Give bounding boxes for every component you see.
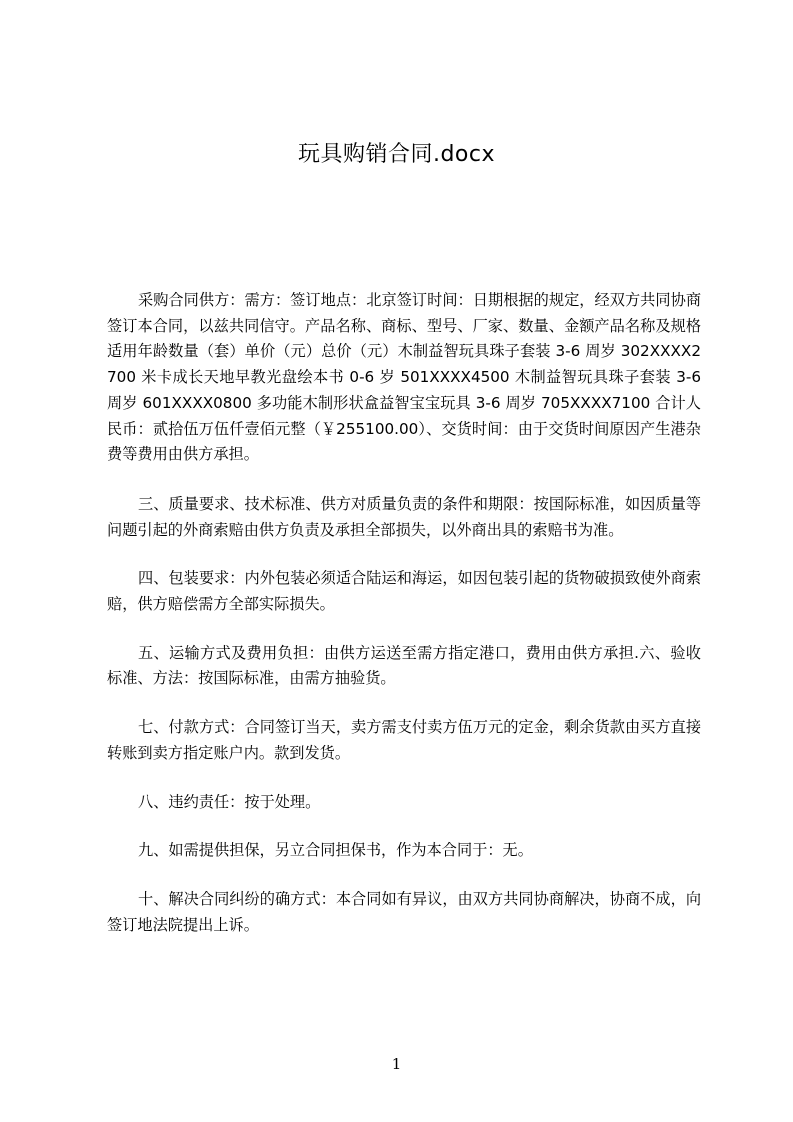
paragraph-intro: 采购合同供方：需方：签订地点：北京签订时间：日期根据的规定，经双方共同协商签订本合同，以兹共同信守。产品名称、商标、型号、厂家、数量、金额产品名称及规格适用年龄数量（套）单价（元）总价（元）木制益智玩具珠子套装 3-6 周岁 302XXXX2700 米卡成长天地早教光盘绘本书 0-6 岁 501XXXX4500 木制益智玩具珠子套装 3-6 周岁 601XXXX0800 多功能木制形状盒益智宝宝玩具 3-6 周岁 705XXXX7100 合计人民币：贰拾伍万伍仟壹佰元整（￥255100.00）、交货时间：由于交货时间原因产生港杂费等费用由供方承担。	[107, 291, 701, 464]
document-title: 玩具购销合同.docx	[297, 142, 496, 167]
paragraph-transport: 五、运输方式及费用负担：由供方运送至需方指定港口，费用由供方承担.六、验收标准、方法：按国际标准，由需方抽验货。	[107, 643, 701, 688]
paragraph-dispute: 十、解决合同纠纷的确方式：本合同如有异议，由双方共同协商解决，协商不成，向签订地法院提出上诉。	[107, 889, 701, 934]
document-body	[107, 288, 701, 961]
page-number: 1	[391, 1055, 402, 1073]
paragraph-packaging: 四、包装要求：内外包装必须适合陆运和海运，如因包装引起的货物破损致使外商索赔，供方赔偿需方全部实际损失。	[107, 569, 701, 614]
paragraph-guarantee: 九、如需提供担保，另立合同担保书，作为本合同于：无。	[138, 841, 533, 860]
paragraph-liability: 八、违约责任：按于处理。	[138, 792, 321, 811]
paragraph-payment: 七、付款方式：合同签订当天，卖方需支付卖方伍万元的定金，剩余货款由买方直接转账到卖方指定账户内。款到发货。	[107, 718, 701, 762]
paragraph-quality: 三、质量要求、技术标准、供方对质量负责的条件和期限：按国际标准，如因质量等问题引起的外商索赔由供方负责及承担全部损失，以外商出具的索赔书为准。	[107, 494, 701, 539]
